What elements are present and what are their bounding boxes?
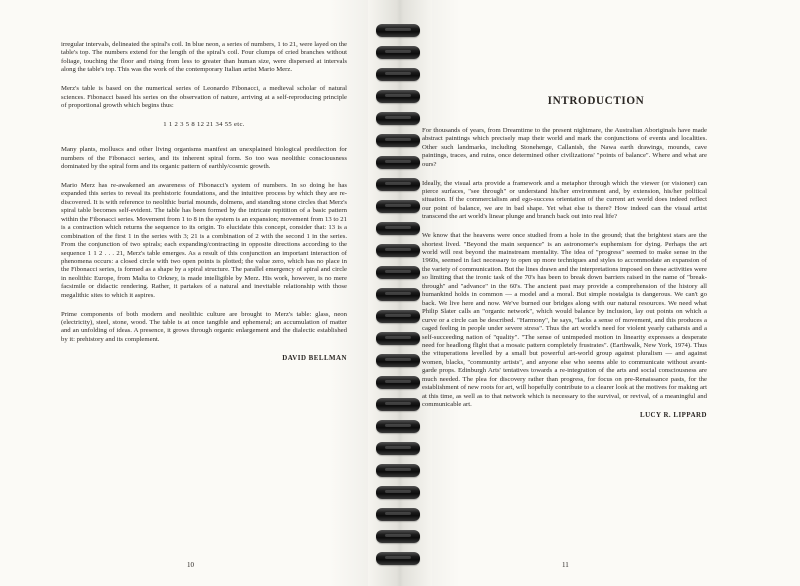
binding-coil [376,112,420,125]
binding-coil [376,46,420,59]
author-signature: LUCY R. LIPPARD [639,411,707,419]
body-paragraph: Mario Merz has re-awakened an awareness of Fibonacci's system of numbers. In so doing he has expanded this series to reveal its prehistoric foundations, and the intuitive process by which they are re-discovered. It is with reference to neolithic burial mounds, dolmens, and standing stone circles that Merz's spiral table becomes self-evident. The table has been formed by the intricate repitition of a basic pattern within the Fibonacci series. Movement from 1 to 8 in the system is an expansion; movement from 13 to 21 is a contraction which returns the sequence to its origin. To elucidate this concept, consider that: 13 is a combination of the first 1 in the series with 3; 21 is a combination of 2 with the second 1 in the series. From the conjunction of two spirals; each expanding/contracting in opposite directions according to the sequence 1 1 2 . . . 21, Merz's table emerges. As a result of this conjunction an important interaction of phenomena occurs: a closed circle with two open points is plotted; the value zero, which has no place in the Fibonacci series, is formed as a shape by a spiral structure. The parallel emergency of spiral and circle in neolithic Europe, from Malta to Orkney, is made intelligible by Merz. His work, however, is no mere facsimile or didactic rendering. Rather, it partakes of a natural and inevitable relationship with those megalithic sites to which it aspires. [61,181,347,299]
binding-coil [376,530,420,543]
binding-coil [376,420,420,433]
binding-coil [376,376,420,389]
binding-coil [376,508,420,521]
body-paragraph: Merz's table is based on the numerical series of Leonardo Fibonacci, a medieval scholar of natural sciences. Fibonacci based his series on the observation of nature, arriving at a self-reproducing principle of proportional growth which begins thus: [61,85,347,110]
binding-coil [376,442,420,455]
right-text-column [422,127,707,420]
binding-coil [376,332,420,345]
binding-coil [376,552,420,565]
binding-coil [376,178,420,191]
body-paragraph: For thousands of years, from Dreamtime to the present nightmare, the Australian Aboriginals have made abstract paintings which precisely map their world and mark the conjunctions of events and localities. Other such landmarks, including Stonehenge, Callanish, the Nawa earth drawings, mounds, cave paintings, traces, and ruins, once determined other civilizations' "points of balance". Where and what are ours? [422,127,707,168]
binding-coil [376,398,420,411]
body-paragraph: Prime components of both modern and neolithic culture are brought to Merz's table: glass, neon (electricity), steel, stone, wood. The table is at once tangible and ephemeral; an accumulation of matter and an unfolding of ideas. A presence, it grows through organic enlargement and the dialectic established by it: prehistory and its complement. [61,310,347,343]
binding-coil [376,24,420,37]
page-number: 11 [562,561,569,569]
author-signature: DAVID BELLMAN [282,354,347,362]
binding-coil [376,222,420,235]
binding-coil [376,68,420,81]
body-paragraph: Many plants, molluscs and other living organisms manifest an unexplained biological predilection for numbers of the Fibonacci series, and its inherent spiral form. So too was neolithic consciousness dominated by the spiral form and its organic pattern of earthly/cosmic growth. [61,146,347,171]
left-text-column [61,41,347,363]
body-paragraph: We know that the heavens were once studied from a hole in the ground; that the brightest stars are the shortest lived. "Beyond the main sequence" is an astronomer's euphemism for dying. Perhaps the art world will rest beyond the mainstream mentality. The idea of "progress" seemed to make sense in the 1960s, seemed in fact necessary to open up more techniques and styles to accommodate an expansion of the variety of communication. But the lines drawn and the interpretations imposed on these activities were so limiting that the ironic task of the 70's has been to break down barriers raised in the name of "break-through" and "advance" in the 60's. The ancient past may provide a comprehension of the history all humankind holds in common — a model and a moral. But simple nostalgia is dangerous. We can't go back. We live here and now. We've burned our bridges along with our natural resources. We need what Philip Slater calls an "organic network", which would balance by inclusion, lay out points on which a curve or a circle can be described. "Harmony", he says, "lacks a sense of movement, and this produces a caged feeling in people under severe stress". Thus the art world's need for violent yearly catharsis and a self-succeeding nation of "quality". "The sense of unimpeded motion in linearity expresses a desperate need for headlong flight that a mosaic pattern completely frustrates". (Earthwalk, New York, 1974). Thus the vituperations levelled by a small but powerful art-world group against pluralism — and against women, blacks, "community artists", and anyone else who seems able to communicate without avant-garde props. Edinburgh Arts' tentatives towards a re-integration of the arts and social consciousness are much needed. The plea for discovery rather than progress, for focus on pre-Renaissance pasts, for the establishment of new roots for art, will hopefully contribute to a clearer look at the motives for making art at this time, as well as to that network which is necessary to the survival, or revival, of a meaningful and communicable art. [422,232,707,409]
body-paragraph: Ideally, the visual arts provide a framework and a metaphor through which the viewer (or visioner) can pierce surfaces, "see through" or understand his/her environment and, by extension, his/her political situation. If the commercialism and ego-success orientation of the current art world does indeed reflect our point of balance, we are in bad shape. Yet what else is there? How indeed can the visual artist transcend the art world's linear plunge and branch back out into real life? [422,179,707,221]
binding-coil [376,464,420,477]
binding-coil [376,200,420,213]
binding-coil [376,90,420,103]
page-number: 10 [187,561,194,569]
binding-coil [376,266,420,279]
binding-coil [376,156,420,169]
fibonacci-series: 1 1 2 3 5 8 12 21 34 55 etc. [163,120,245,128]
binding-coil [376,288,420,301]
binding-coil [376,244,420,257]
body-paragraph: irregular intervals, delineated the spiral's coil. In blue neon, a series of numbers, 1 to 21, were layed on the table's top. The numbers extend for the length of the spiral's coil. Four clumps of cried branches without foliage, touching the floor and rising from less to greater than human size, were dispersed at intervals along the table's top. This was the work of the contemporary Italian artist Mario Merz. [61,41,347,74]
binding-coil [376,310,420,323]
section-heading: INTRODUCTION [547,95,645,107]
binding-coil [376,134,420,147]
binding-coil [376,354,420,367]
binding-coil [376,486,420,499]
